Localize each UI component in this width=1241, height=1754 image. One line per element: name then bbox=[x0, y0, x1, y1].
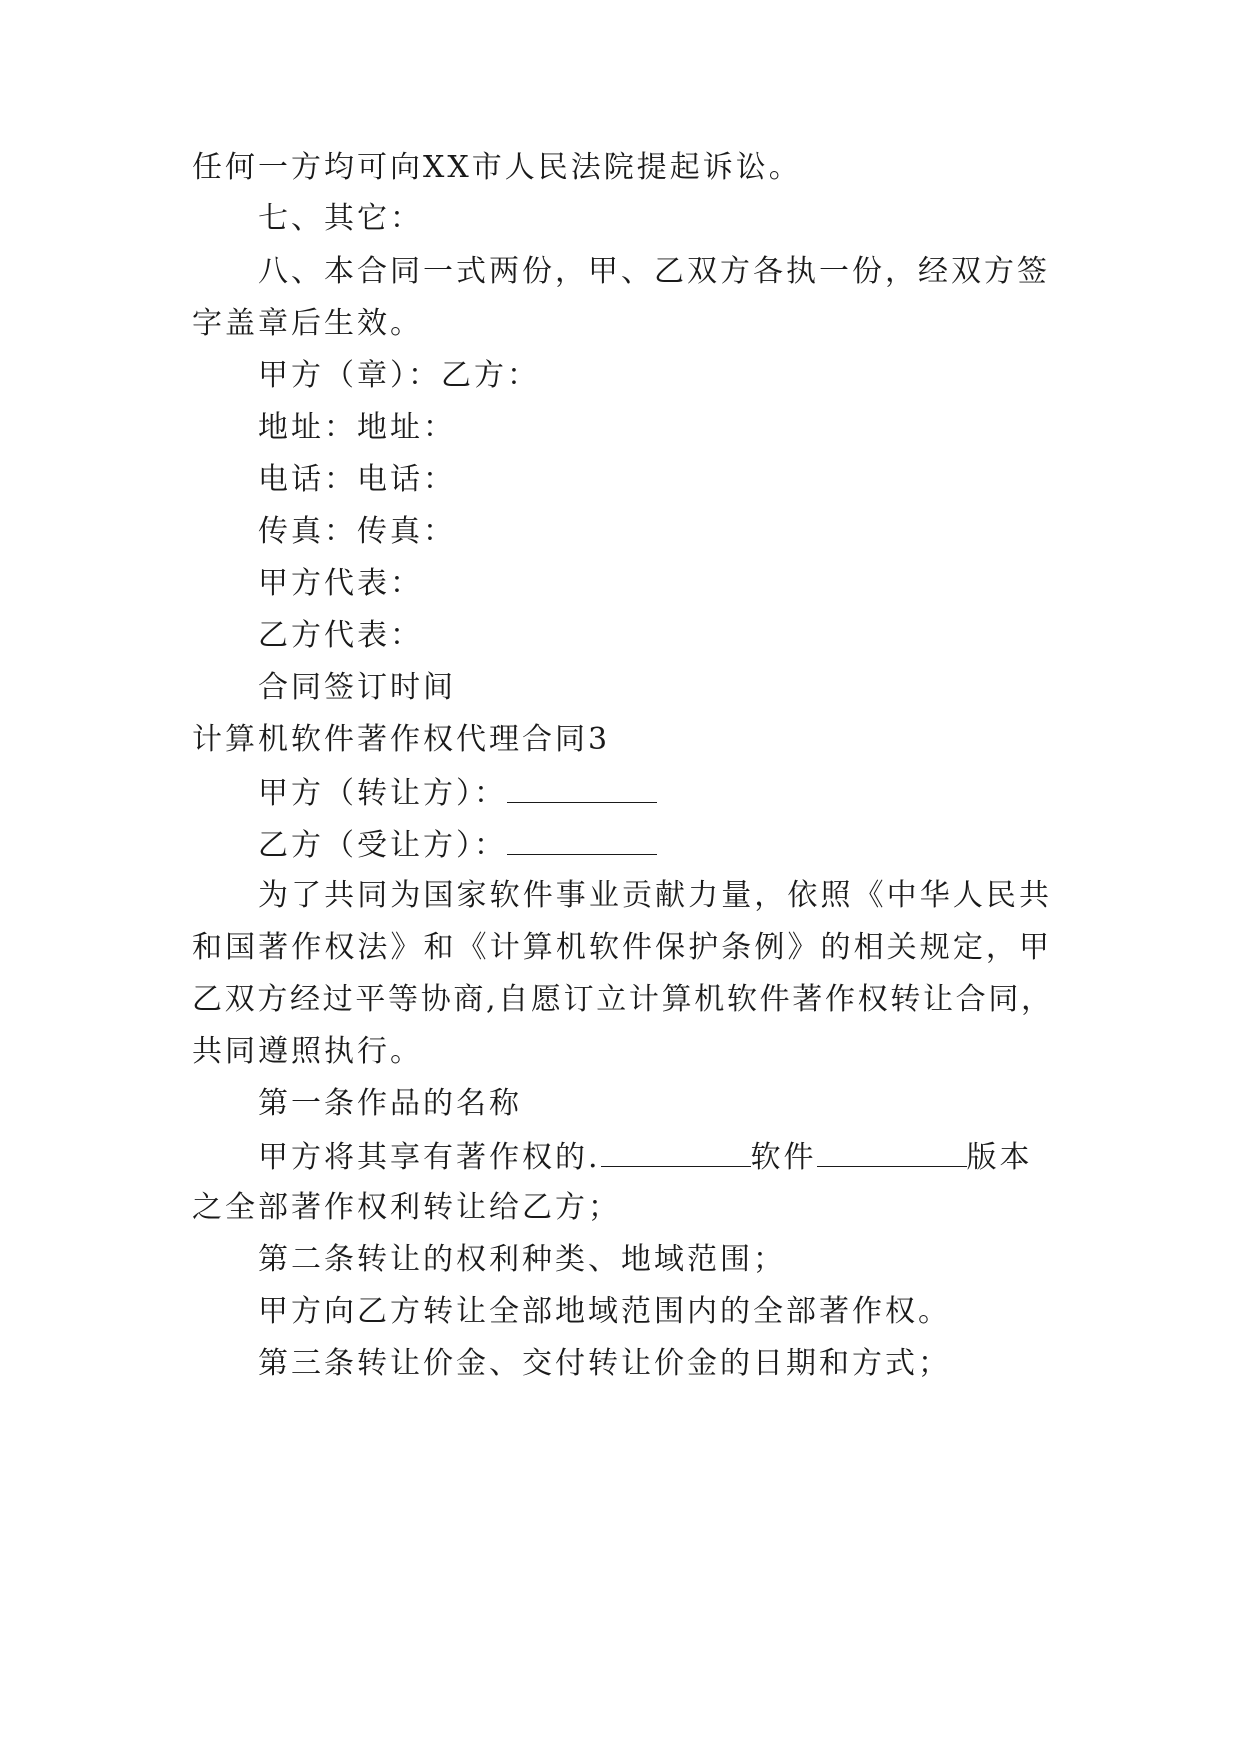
signature-party-line: 甲方（章）：乙方： bbox=[258, 358, 540, 393]
software-name-blank-field bbox=[601, 1136, 751, 1167]
section-title: 计算机软件著作权代理合同3 bbox=[192, 722, 611, 757]
clause-seven-heading: 七、其它： bbox=[258, 201, 423, 236]
party-a-transferor-label: 甲方（转让方）： bbox=[258, 776, 507, 811]
article-one-body-line-2: 之全部著作权利转让给乙方； bbox=[192, 1190, 621, 1225]
party-a-blank-field bbox=[507, 772, 657, 803]
party-b-blank-field bbox=[507, 824, 657, 855]
article-two-heading: 第二条转让的权利种类、地域范围； bbox=[258, 1242, 786, 1277]
paragraph-line-litigation: 任何一方均可向XX市人民法院提起诉讼。 bbox=[192, 150, 802, 185]
clause-eight-line-1: 八、本合同一式两份，甲、乙双方各执一份，经双方签 bbox=[258, 254, 1050, 289]
party-b-transferee-label: 乙方（受让方）： bbox=[258, 828, 507, 863]
party-b-transferee-line bbox=[258, 824, 1052, 866]
party-a-representative-line: 甲方代表： bbox=[258, 566, 423, 601]
clause-eight-line-2: 字盖章后生效。 bbox=[192, 306, 423, 341]
address-line: 地址：地址： bbox=[258, 410, 456, 445]
signing-date-line: 合同签订时间 bbox=[258, 670, 456, 705]
article-one-text-b: 软件 bbox=[750, 1140, 817, 1175]
preamble-line-1: 为了共同为国家软件事业贡献力量，依照《中华人民共 bbox=[258, 878, 1052, 913]
party-b-representative-line: 乙方代表： bbox=[258, 618, 423, 653]
version-blank-field bbox=[817, 1136, 967, 1167]
fax-line: 传真：传真： bbox=[258, 514, 456, 549]
article-two-body: 甲方向乙方转让全部地域范围内的全部著作权。 bbox=[258, 1294, 951, 1329]
article-one-text-a: 甲方将其享有著作权的. bbox=[258, 1140, 601, 1175]
preamble-line-4: 共同遵照执行。 bbox=[192, 1034, 423, 1069]
article-three-heading: 第三条转让价金、交付转让价金的日期和方式； bbox=[258, 1346, 951, 1381]
article-one-heading: 第一条作品的名称 bbox=[258, 1086, 522, 1121]
preamble-line-3: 乙双方经过平等协商,自愿订立计算机软件著作权转让合同， bbox=[192, 982, 1052, 1017]
party-a-transferor-line bbox=[258, 772, 1052, 814]
phone-line: 电话：电话： bbox=[258, 462, 456, 497]
article-one-body-line-1 bbox=[258, 1136, 1052, 1178]
article-one-text-c: 版本 bbox=[966, 1140, 1033, 1175]
preamble-line-2: 和国著作权法》和《计算机软件保护条例》的相关规定，甲 bbox=[192, 930, 1052, 965]
